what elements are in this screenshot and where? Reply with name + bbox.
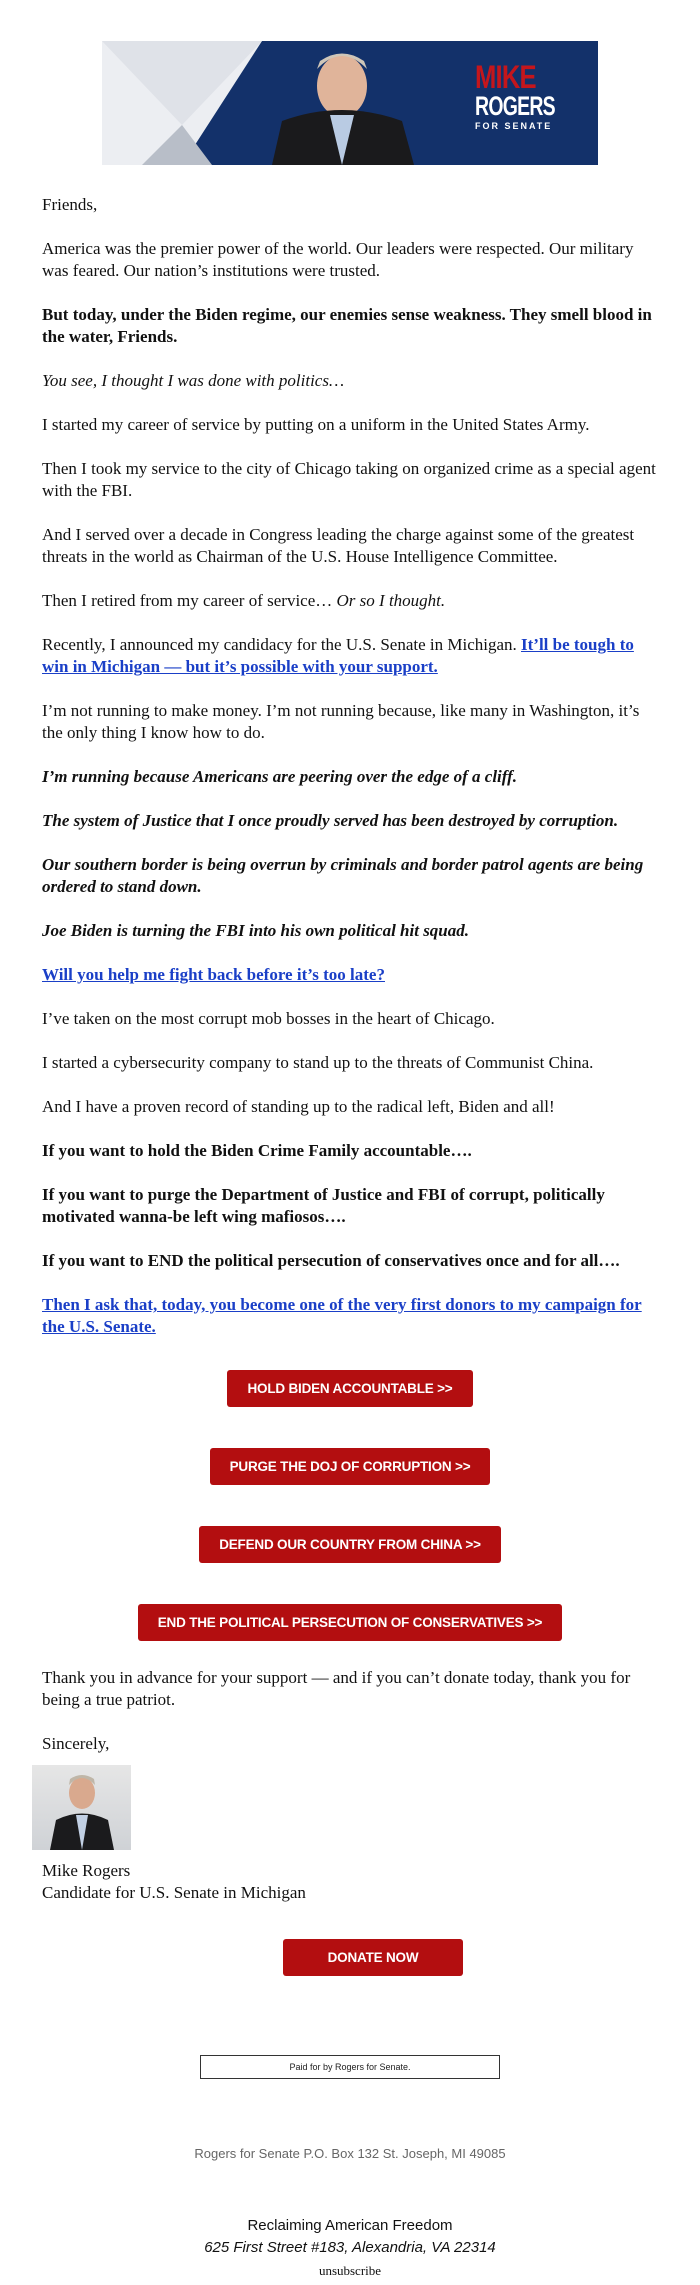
defend-from-china-button[interactable]: DEFEND OUR COUNTRY FROM CHINA >> bbox=[199, 1526, 501, 1563]
paragraph: I’ve taken on the most corrupt mob bosses in the heart of Chicago. bbox=[42, 1009, 495, 1028]
paragraph: I started a cybersecurity company to stand up to the threats of Communist China. bbox=[42, 1053, 594, 1072]
paragraph bbox=[42, 1294, 658, 1338]
paid-for-disclaimer: Paid for by Rogers for Senate. bbox=[200, 2055, 500, 2079]
paragraph: Then I took my service to the city of Chicago taking on organized crime as a special agent with the FBI. bbox=[42, 459, 656, 500]
paragraph: I’m running because Americans are peering over the edge of a cliff. bbox=[42, 767, 518, 786]
hold-biden-accountable-button[interactable]: HOLD BIDEN ACCOUNTABLE >> bbox=[227, 1370, 472, 1407]
paragraph: And I have a proven record of standing up to the radical left, Biden and all! bbox=[42, 1097, 555, 1116]
logo: MIKE ROGERS FOR SENATE bbox=[474, 59, 555, 131]
paragraph: If you want to hold the Biden Crime Family accountable…. bbox=[42, 1141, 472, 1160]
paragraph: You see, I thought I was done with politics… bbox=[42, 371, 345, 390]
org-address: 625 First Street #183, Alexandria, VA 22314 bbox=[204, 2239, 496, 2256]
signer-name: Mike Rogers bbox=[42, 1861, 131, 1880]
donate-now-button[interactable]: DONATE NOW bbox=[283, 1939, 463, 1976]
paragraph bbox=[42, 964, 658, 986]
paragraph: If you want to purge the Department of Justice and FBI of corrupt, politically motivated wanna-be left wing mafiosos…. bbox=[42, 1185, 605, 1226]
paragraph: And I served over a decade in Congress leading the charge against some of the greatest threats in the world as Chairman of the U.S. House Intelligence Committee. bbox=[42, 525, 635, 566]
org-name: Reclaiming American Freedom bbox=[247, 2217, 453, 2234]
portrait-image bbox=[32, 1765, 131, 1850]
greeting: Friends, bbox=[42, 195, 98, 214]
signer-title: Candidate for U.S. Senate in Michigan bbox=[42, 1883, 306, 1902]
purge-doj-button[interactable]: PURGE THE DOJ OF CORRUPTION >> bbox=[210, 1448, 491, 1485]
header-banner bbox=[102, 41, 598, 165]
paragraph: If you want to END the political persecution of conservatives once and for all…. bbox=[42, 1251, 620, 1270]
unsubscribe-link[interactable]: unsubscribe bbox=[318, 2263, 382, 2278]
paragraph: Joe Biden is turning the FBI into his own political hit squad. bbox=[42, 921, 470, 940]
end-persecution-button[interactable]: END THE POLITICAL PERSECUTION OF CONSERVATIVES >> bbox=[138, 1604, 563, 1641]
cta-buttons bbox=[42, 1370, 658, 1641]
campaign-address: Rogers for Senate P.O. Box 132 St. Joseph, MI 49085 bbox=[194, 2146, 506, 2161]
signature-photo bbox=[32, 1765, 131, 1850]
email-body bbox=[42, 194, 658, 1904]
paragraph: America was the premier power of the world. Our leaders were respected. Our military was feared. Our nation’s institutions were trusted. bbox=[42, 239, 634, 280]
paragraph: Then I retired from my career of service… Or so I thought. bbox=[42, 591, 446, 610]
paragraph: Recently, I announced my candidacy for the U.S. Senate in Michigan. It’ll be tough to win in Michigan — but it’s possible with your support. bbox=[42, 635, 634, 676]
thanks-paragraph: Thank you in advance for your support — and if you can’t donate today, thank you for being a true patriot. bbox=[42, 1668, 631, 1709]
paragraph: The system of Justice that I once proudly served has been destroyed by corruption. bbox=[42, 811, 619, 830]
fight-back-link[interactable]: Will you help me fight back before it’s too late? bbox=[42, 965, 385, 984]
donor-link[interactable]: Then I ask that, today, you become one of the very first donors to my campaign for the U.S. Senate. bbox=[42, 1295, 642, 1336]
signoff: Sincerely, bbox=[42, 1734, 110, 1753]
support-link[interactable]: It’ll be tough to win in Michigan — but it’s possible with your support. bbox=[42, 635, 634, 676]
paragraph: I started my career of service by putting on a uniform in the United States Army. bbox=[42, 415, 590, 434]
paragraph: Our southern border is being overrun by criminals and border patrol agents are being ordered to stand down. bbox=[42, 855, 644, 896]
paragraph: But today, under the Biden regime, our enemies sense weakness. They smell blood in the water, Friends. bbox=[42, 305, 652, 346]
paragraph: I’m not running to make money. I’m not running because, like many in Washington, it’s the only thing I know how to do. bbox=[42, 701, 640, 742]
